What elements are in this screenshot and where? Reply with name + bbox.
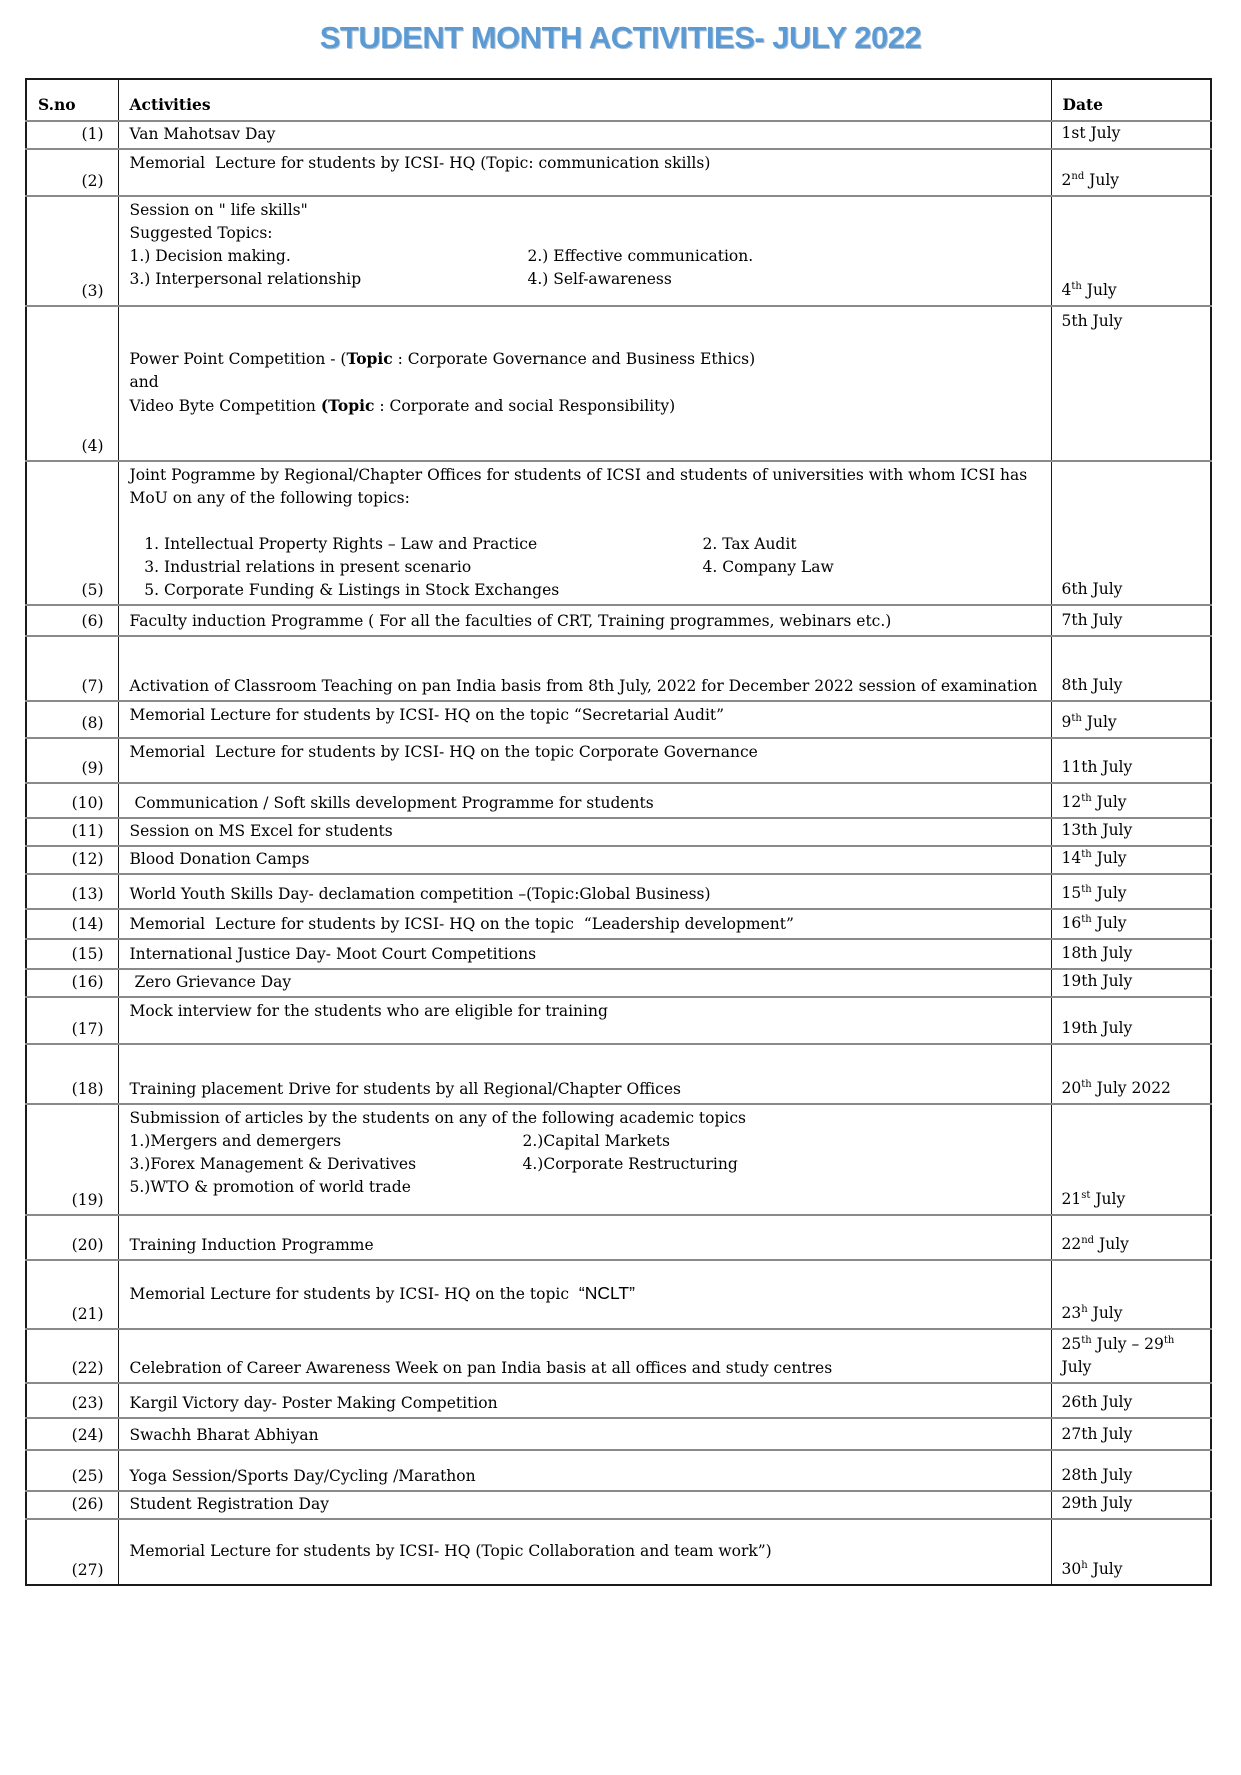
sno-cell: (1)	[26, 121, 118, 149]
text-segment: July	[1091, 793, 1127, 811]
activity-line	[130, 1392, 1043, 1415]
text-segment: 28th July	[1061, 1466, 1133, 1484]
activity-line	[130, 741, 1043, 764]
text-segment: 29th July	[1061, 1494, 1133, 1512]
sno-cell: (12)	[26, 846, 118, 874]
text-segment: and	[129, 373, 159, 391]
sno-cell: (11)	[26, 818, 118, 846]
date-cell	[1051, 1450, 1211, 1491]
activity-cell	[118, 121, 1051, 149]
date-cell	[1051, 701, 1211, 738]
text-segment: 25	[1061, 1335, 1082, 1353]
activity-cell	[118, 783, 1051, 818]
text-segment: July	[1087, 1304, 1123, 1322]
activity-line	[130, 792, 1043, 815]
activity-cell	[118, 701, 1051, 738]
text-segment: th	[1081, 792, 1092, 804]
text-segment: 1.) Decision making.	[129, 247, 291, 265]
date-cell	[1051, 818, 1211, 846]
text-segment: Yoga Session/Sports Day/Cycling /Marathon	[129, 1467, 476, 1485]
table-row	[26, 1260, 1211, 1329]
activity-line	[130, 510, 1043, 533]
sno-cell: (13)	[26, 874, 118, 909]
two-column-line	[130, 556, 1043, 579]
text-segment: h	[1081, 1559, 1088, 1571]
activity-cell	[118, 997, 1051, 1044]
text-segment: Topic	[346, 349, 393, 368]
text-segment: “NCLT”	[578, 1282, 635, 1303]
text-segment: 20	[1061, 1079, 1082, 1097]
activity-cell	[118, 969, 1051, 997]
sno-cell: (10)	[26, 783, 118, 818]
text-segment: Session on MS Excel for students	[129, 822, 393, 840]
sno-cell: (21)	[26, 1260, 118, 1329]
activity-line	[130, 848, 1043, 871]
date-cell	[1051, 738, 1211, 783]
sno-cell: (4)	[26, 306, 118, 461]
two-column-line	[130, 1130, 1043, 1153]
sno-cell: (19)	[26, 1104, 118, 1215]
activity-cell	[118, 605, 1051, 636]
text-segment: International Justice Day- Moot Court Competitions	[129, 945, 537, 963]
activity-line	[130, 123, 1043, 146]
activity-cell	[118, 1044, 1051, 1104]
text-segment: 12	[1061, 793, 1082, 811]
activity-line	[130, 1540, 1043, 1563]
text-segment: 26th July	[1061, 1393, 1133, 1411]
date-cell	[1051, 969, 1211, 997]
date-cell	[1051, 1519, 1211, 1585]
text-segment: 9	[1061, 713, 1072, 731]
text-segment: nd	[1081, 1234, 1095, 1246]
activity-line	[130, 1000, 1043, 1023]
text-segment: July	[1087, 1560, 1123, 1578]
sno-cell: (3)	[26, 196, 118, 306]
activity-cell	[118, 1329, 1051, 1383]
activity-cell	[118, 636, 1051, 701]
sno-cell: (2)	[26, 149, 118, 196]
table-row	[26, 1383, 1211, 1418]
text-segment: Student Registration Day	[129, 1495, 329, 1513]
two-column-line	[130, 268, 1043, 291]
text-segment: 21	[1061, 1190, 1082, 1208]
text-segment: th	[1081, 913, 1092, 925]
activity-line	[130, 464, 1043, 510]
date-cell	[1051, 1491, 1211, 1519]
date-cell	[1051, 306, 1211, 461]
activity-line	[130, 1234, 1043, 1257]
text-segment: 5th July	[1061, 312, 1123, 330]
table-row	[26, 461, 1211, 605]
sno-cell: (24)	[26, 1418, 118, 1450]
date-cell	[1051, 1418, 1211, 1450]
text-segment: 5.)WTO & promotion of world trade	[129, 1178, 411, 1196]
date-cell	[1051, 997, 1211, 1044]
date-cell	[1051, 461, 1211, 605]
text-segment: Session on " life skills"	[129, 201, 308, 219]
activity-line	[130, 1176, 1043, 1199]
text-segment: st	[1081, 1189, 1091, 1201]
table-row	[26, 605, 1211, 636]
activity-cell	[118, 1450, 1051, 1491]
text-segment: 14	[1061, 849, 1082, 867]
table-row	[26, 909, 1211, 939]
two-column-line	[130, 245, 1043, 268]
table-row	[26, 1418, 1211, 1450]
text-segment	[130, 512, 135, 530]
text-segment: July	[1084, 171, 1120, 189]
table-row	[26, 874, 1211, 909]
activity-line	[130, 1465, 1043, 1488]
text-segment: Power Point Competition - (	[129, 350, 347, 368]
text-segment: 19th July	[1061, 972, 1133, 990]
text-segment: Zero Grievance Day	[129, 973, 292, 991]
date-cell	[1051, 1044, 1211, 1104]
activity-cell	[118, 149, 1051, 196]
activity-line	[130, 971, 1043, 994]
text-segment: Swachh Bharat Abhiyan	[129, 1426, 319, 1444]
text-segment: 4.)Corporate Restructuring	[522, 1155, 738, 1173]
activity-line	[130, 1357, 1043, 1380]
text-segment: 3.) Interpersonal relationship	[129, 270, 362, 288]
text-segment: Memorial Lecture for students by ICSI- HQ on the topic Corporate Governance	[129, 743, 758, 761]
sno-cell: (15)	[26, 939, 118, 969]
sno-cell: (9)	[26, 738, 118, 783]
table-row	[26, 969, 1211, 997]
table-row	[26, 636, 1211, 701]
header-row	[26, 79, 1211, 121]
date-cell	[1051, 1260, 1211, 1329]
text-segment: 23	[1061, 1304, 1082, 1322]
text-segment: July 2022	[1091, 1079, 1171, 1097]
table-row	[26, 196, 1211, 306]
text-segment: Submission of articles by the students on any of the following academic topics	[129, 1109, 747, 1127]
activity-cell	[118, 818, 1051, 846]
text-segment: 3. Industrial relations in present scenario	[129, 558, 472, 576]
date-cell	[1051, 939, 1211, 969]
text-segment: Memorial Lecture for students by ICSI- HQ on the topic “Leadership development”	[129, 915, 794, 933]
text-segment: July	[1081, 281, 1117, 299]
text-segment: Communication / Soft skills development Programme for students	[129, 794, 654, 812]
text-segment: Training placement Drive for students by all Regional/Chapter Offices	[129, 1080, 681, 1098]
activity-line	[130, 1107, 1043, 1130]
activity-cell	[118, 874, 1051, 909]
text-segment: 5. Corporate Funding & Listings in Stock Exchanges	[129, 581, 560, 599]
date-cell	[1051, 1329, 1211, 1383]
table-row	[26, 1450, 1211, 1491]
activity-line	[130, 1078, 1043, 1101]
text-segment: 16	[1061, 914, 1082, 932]
activity-cell	[118, 196, 1051, 306]
table-row	[26, 121, 1211, 149]
activity-cell	[118, 1260, 1051, 1329]
sno-cell: (20)	[26, 1215, 118, 1260]
activity-cell	[118, 846, 1051, 874]
date-cell	[1051, 874, 1211, 909]
text-segment: th	[1081, 883, 1092, 895]
date-cell	[1051, 846, 1211, 874]
date-cell	[1051, 636, 1211, 701]
table-row	[26, 306, 1211, 461]
text-segment: 2. Tax Audit	[702, 535, 797, 553]
text-segment: 2.)Capital Markets	[522, 1132, 670, 1150]
text-segment: 1. Intellectual Property Rights – Law and Practice	[129, 535, 538, 553]
text-segment: 1st July	[1061, 124, 1121, 142]
text-segment: July	[1094, 1235, 1129, 1253]
date-cell	[1051, 1104, 1211, 1215]
table-row	[26, 846, 1211, 874]
text-segment: th	[1071, 712, 1082, 724]
text-segment: 7th July	[1061, 611, 1123, 629]
text-segment: th	[1163, 1334, 1175, 1346]
text-segment: 4. Company Law	[702, 558, 834, 576]
text-segment: 4	[1061, 281, 1072, 299]
activity-line	[130, 1282, 1043, 1306]
activity-cell	[118, 1215, 1051, 1260]
sno-cell: (5)	[26, 461, 118, 605]
text-segment: July	[1091, 849, 1127, 867]
activity-line	[130, 394, 1043, 418]
table-row	[26, 1044, 1211, 1104]
text-segment: 1.)Mergers and demergers	[129, 1132, 342, 1150]
text-segment: : Corporate Governance and Business Ethics)	[392, 350, 756, 368]
text-segment: Training Induction Programme	[129, 1236, 374, 1254]
activity-line	[130, 675, 1043, 698]
text-segment: Celebration of Career Awareness Week on pan India basis at all offices and study centres	[129, 1359, 833, 1377]
text-segment: 15	[1061, 884, 1082, 902]
activity-line	[130, 579, 1043, 602]
text-segment: Memorial Lecture for students by ICSI- HQ (Topic: communication skills)	[129, 154, 711, 172]
text-segment: 2	[1061, 171, 1072, 189]
activity-cell	[118, 306, 1051, 461]
table-row	[26, 1329, 1211, 1383]
table-row	[26, 701, 1211, 738]
activity-line	[130, 371, 1043, 394]
activity-cell	[118, 738, 1051, 783]
table-row	[26, 997, 1211, 1044]
sno-cell: (25)	[26, 1450, 118, 1491]
activities-table	[25, 78, 1212, 1586]
date-cell	[1051, 1383, 1211, 1418]
text-segment: 13th July	[1061, 821, 1133, 839]
text-segment: July	[1091, 884, 1127, 902]
activity-cell	[118, 909, 1051, 939]
text-segment: th	[1081, 1334, 1092, 1346]
date-cell	[1051, 196, 1211, 306]
activity-line	[130, 1493, 1043, 1516]
text-segment: Faculty induction Programme ( For all the faculties of CRT, Training programmes, webinars etc.)	[129, 612, 892, 630]
table-row	[26, 1491, 1211, 1519]
activity-cell	[118, 1383, 1051, 1418]
document-title: STUDENT MONTH ACTIVITIES- JULY 2022	[319, 20, 922, 55]
text-segment: Suggested Topics:	[129, 224, 273, 242]
activity-cell	[118, 1104, 1051, 1215]
text-segment: Video Byte Competition	[129, 397, 321, 415]
sno-cell: (18)	[26, 1044, 118, 1104]
activity-line	[130, 820, 1043, 843]
activity-cell	[118, 461, 1051, 605]
table-row	[26, 1519, 1211, 1585]
sno-cell: (23)	[26, 1383, 118, 1418]
date-cell	[1051, 605, 1211, 636]
text-segment: July	[1090, 1190, 1126, 1208]
page	[0, 20, 1241, 1775]
activity-line	[130, 610, 1043, 633]
text-segment: nd	[1071, 170, 1085, 182]
text-segment: 22	[1061, 1235, 1082, 1253]
text-segment: 6th July	[1061, 580, 1123, 598]
sno-cell: (27)	[26, 1519, 118, 1585]
sno-cell: (6)	[26, 605, 118, 636]
sno-cell: (17)	[26, 997, 118, 1044]
table-row	[26, 1104, 1211, 1215]
text-segment: : Corporate and social Responsibility)	[374, 397, 676, 415]
activity-line	[130, 943, 1043, 966]
text-segment: h	[1081, 1303, 1088, 1315]
date-cell	[1051, 909, 1211, 939]
sno-cell: (8)	[26, 701, 118, 738]
activities-table-body	[26, 121, 1211, 1585]
activity-line	[130, 704, 1043, 727]
sno-cell: (26)	[26, 1491, 118, 1519]
sno-cell: (22)	[26, 1329, 118, 1383]
activity-line	[130, 222, 1043, 245]
text-segment: Activation of Classroom Teaching on pan India basis from 8th July, 2022 for December 2022 session of examination	[129, 677, 1038, 695]
text-segment: Kargil Victory day- Poster Making Competition	[129, 1394, 498, 1412]
text-segment: 3.)Forex Management & Derivatives	[129, 1155, 417, 1173]
text-segment: th	[1081, 1078, 1092, 1090]
text-segment: July	[1061, 1358, 1092, 1376]
activity-line	[130, 152, 1043, 175]
table-row	[26, 738, 1211, 783]
table-row	[26, 1215, 1211, 1260]
text-segment: Van Mahotsav Day	[129, 125, 276, 143]
activity-cell	[118, 1418, 1051, 1450]
text-segment: Mock interview for the students who are eligible for training	[129, 1002, 608, 1020]
activity-cell	[118, 1519, 1051, 1585]
text-segment: July	[1091, 914, 1127, 932]
text-segment: July – 29	[1091, 1335, 1164, 1353]
activity-cell	[118, 1491, 1051, 1519]
sno-cell: (16)	[26, 969, 118, 997]
activity-line	[130, 913, 1043, 936]
text-segment: 30	[1061, 1560, 1082, 1578]
table-header	[26, 79, 1211, 121]
two-column-line	[130, 1153, 1043, 1176]
text-segment: Joint Pogramme by Regional/Chapter Offices for students of ICSI and students of universities with whom ICSI has MoU on any of the following topics:	[129, 466, 1033, 507]
date-cell	[1051, 121, 1211, 149]
text-segment: th	[1081, 848, 1092, 860]
text-segment: 4.) Self-awareness	[527, 270, 672, 288]
table-row	[26, 818, 1211, 846]
table-row	[26, 149, 1211, 196]
header-activities: Activities	[118, 79, 1051, 121]
text-segment: 19th July	[1061, 1019, 1133, 1037]
text-segment: (Topic	[320, 396, 375, 415]
text-segment: 8th July	[1061, 676, 1123, 694]
activity-line	[130, 347, 1043, 371]
text-segment: 18th July	[1061, 944, 1133, 962]
date-cell	[1051, 149, 1211, 196]
header-date: Date	[1051, 79, 1211, 121]
activity-line	[130, 199, 1043, 222]
activity-cell	[118, 939, 1051, 969]
date-cell	[1051, 1215, 1211, 1260]
date-cell	[1051, 783, 1211, 818]
two-column-line	[130, 533, 1043, 556]
text-segment: Blood Donation Camps	[129, 850, 310, 868]
text-segment: th	[1071, 280, 1082, 292]
header-sno: S.no	[26, 79, 118, 121]
text-segment: 11th July	[1061, 758, 1133, 776]
text-segment: Memorial Lecture for students by ICSI- HQ on the topic	[129, 1284, 579, 1303]
sno-cell: (14)	[26, 909, 118, 939]
text-segment: 27th July	[1061, 1425, 1133, 1443]
text-segment: World Youth Skills Day- declamation competition –(Topic:Global Business)	[129, 885, 711, 903]
sno-cell: (7)	[26, 636, 118, 701]
text-segment: Memorial Lecture for students by ICSI- HQ on the topic “Secretarial Audit”	[129, 706, 725, 724]
text-segment: July	[1081, 713, 1117, 731]
table-row	[26, 939, 1211, 969]
activity-line	[130, 1424, 1043, 1447]
activity-line	[130, 883, 1043, 906]
text-segment: Memorial Lecture for students by ICSI- HQ (Topic Collaboration and team work”)	[129, 1541, 772, 1560]
text-segment: 2.) Effective communication.	[527, 247, 754, 265]
table-row	[26, 783, 1211, 818]
